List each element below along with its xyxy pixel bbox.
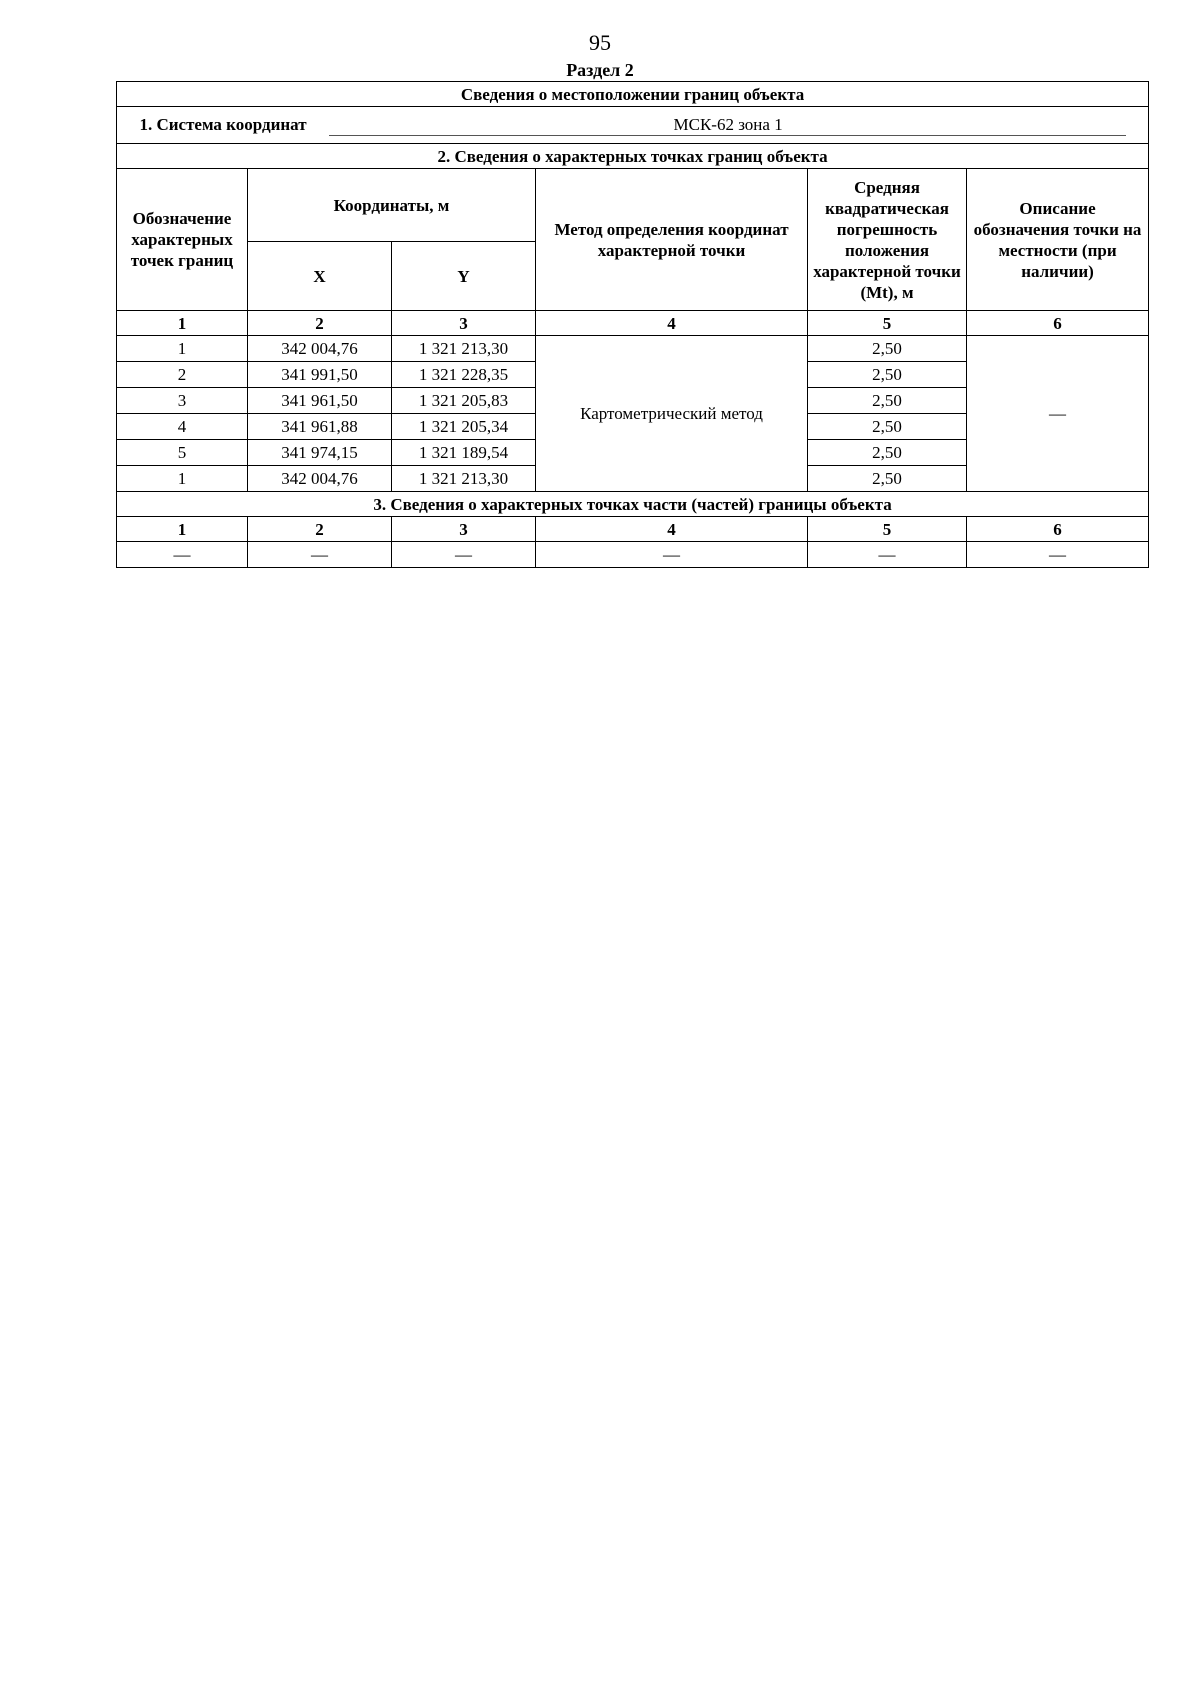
y-cell: 1 321 228,35 <box>392 362 536 388</box>
page-number: 95 <box>589 30 611 55</box>
empty-cell: — <box>392 542 536 568</box>
x-cell: 341 974,15 <box>248 440 392 466</box>
point-cell: 1 <box>117 336 248 362</box>
section-title: Раздел 2 <box>566 60 634 80</box>
column-number: 2 <box>248 311 392 336</box>
header-error: Средняя квадратическая погрешность положения характерной точки (Mt), м <box>808 169 967 311</box>
header-method: Метод определения координат характерной точки <box>536 169 808 311</box>
coordinate-system-label: 1. Система координат <box>139 115 307 134</box>
table-title: Сведения о местоположении границ объекта <box>117 82 1149 107</box>
y-cell: 1 321 205,83 <box>392 388 536 414</box>
empty-cell: — <box>248 542 392 568</box>
x-cell: 341 961,50 <box>248 388 392 414</box>
header-point: Обозначение характерных точек границ <box>117 169 248 311</box>
table-row <box>117 542 1149 568</box>
table-row <box>117 336 1149 362</box>
x-cell: 342 004,76 <box>248 336 392 362</box>
method-cell: Картометрический метод <box>536 336 808 492</box>
column-number: 4 <box>536 311 808 336</box>
column-number: 1 <box>117 311 248 336</box>
header-y: Y <box>392 242 536 311</box>
column-number: 5 <box>808 311 967 336</box>
column-number: 3 <box>392 517 536 542</box>
coordinate-system-row <box>117 107 1149 144</box>
x-cell: 341 991,50 <box>248 362 392 388</box>
y-cell: 1 321 213,30 <box>392 466 536 492</box>
empty-cell: — <box>808 542 967 568</box>
error-cell: 2,50 <box>808 362 967 388</box>
y-cell: 1 321 189,54 <box>392 440 536 466</box>
point-cell: 5 <box>117 440 248 466</box>
point-cell: 1 <box>117 466 248 492</box>
x-cell: 341 961,88 <box>248 414 392 440</box>
column-number: 4 <box>536 517 808 542</box>
column-number: 3 <box>392 311 536 336</box>
empty-cell: — <box>536 542 808 568</box>
subsection3-title: 3. Сведения о характерных точках части (частей) границы объекта <box>117 492 1149 517</box>
error-cell: 2,50 <box>808 388 967 414</box>
point-cell: 2 <box>117 362 248 388</box>
error-cell: 2,50 <box>808 414 967 440</box>
error-cell: 2,50 <box>808 336 967 362</box>
column-number: 5 <box>808 517 967 542</box>
x-cell: 342 004,76 <box>248 466 392 492</box>
error-cell: 2,50 <box>808 440 967 466</box>
header-x: X <box>248 242 392 311</box>
empty-cell: — <box>117 542 248 568</box>
y-cell: 1 321 205,34 <box>392 414 536 440</box>
header-coords: Координаты, м <box>248 169 536 242</box>
column-number: 1 <box>117 517 248 542</box>
point-cell: 3 <box>117 388 248 414</box>
boundary-table <box>116 81 1149 568</box>
column-number: 2 <box>248 517 392 542</box>
column-number: 6 <box>967 311 1149 336</box>
error-cell: 2,50 <box>808 466 967 492</box>
y-cell: 1 321 213,30 <box>392 336 536 362</box>
header-description: Описание обозначения точки на местности (при наличии) <box>967 169 1149 311</box>
description-cell: — <box>967 336 1149 492</box>
subsection2-title: 2. Сведения о характерных точках границ объекта <box>117 144 1149 169</box>
empty-cell: — <box>967 542 1149 568</box>
coordinate-system-value: МСК-62 зона 1 <box>329 114 1126 136</box>
point-cell: 4 <box>117 414 248 440</box>
column-number: 6 <box>967 517 1149 542</box>
